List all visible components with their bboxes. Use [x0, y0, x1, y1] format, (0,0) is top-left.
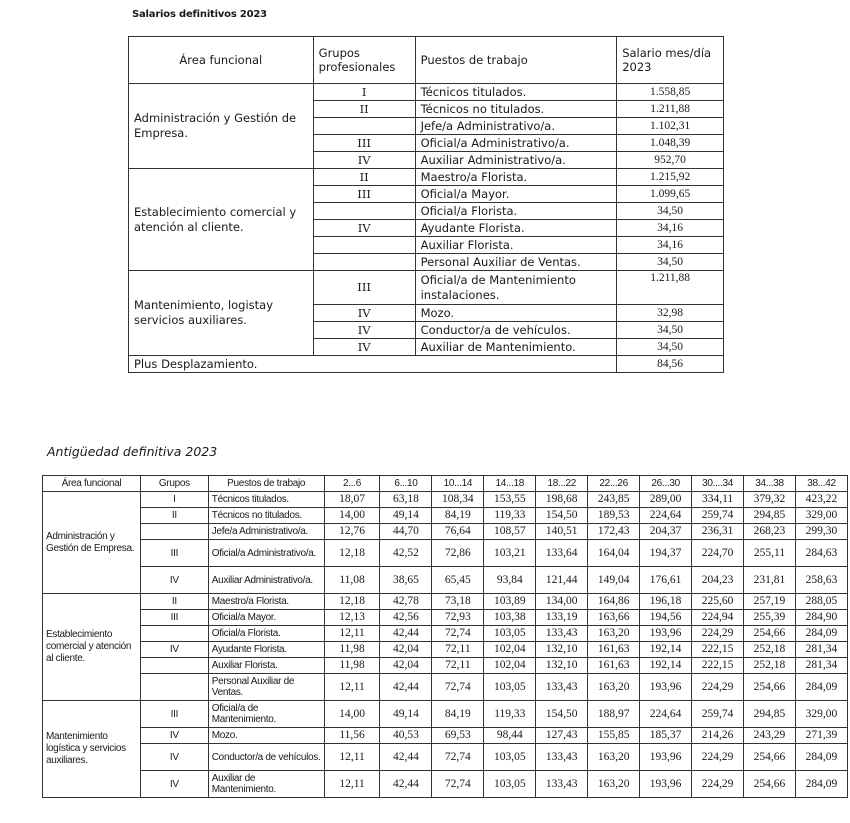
value-cell: 231,81	[744, 567, 796, 594]
value-cell: 12,11	[324, 674, 380, 701]
puesto-cell: Auxiliar Administrativo/a.	[208, 567, 324, 594]
value-cell: 12,13	[324, 610, 380, 626]
puesto-cell: Mozo.	[415, 305, 617, 322]
value-cell: 42,44	[380, 626, 432, 642]
value-cell: 72,74	[432, 626, 484, 642]
value-cell: 42,52	[380, 540, 432, 567]
puesto-cell: Conductor/a de vehículos.	[415, 322, 617, 339]
value-cell: 192,14	[640, 658, 692, 674]
salario-cell: 34,50	[617, 254, 724, 271]
value-cell: 12,18	[324, 540, 380, 567]
value-cell: 127,43	[536, 728, 588, 744]
grupo-cell	[313, 254, 415, 271]
value-cell: 299,30	[795, 524, 847, 540]
value-cell: 271,39	[795, 728, 847, 744]
header-range: 22...26	[588, 476, 640, 492]
puesto-cell: Ayudante Florista.	[415, 220, 617, 237]
value-cell: 194,56	[640, 610, 692, 626]
puesto-cell: Técnicos no titulados.	[415, 101, 617, 118]
table-row	[43, 728, 848, 744]
value-cell: 12,11	[324, 771, 380, 798]
grupo-cell: II	[313, 169, 415, 186]
value-cell: 284,09	[795, 674, 847, 701]
header-range: 6...10	[380, 476, 432, 492]
value-cell: 102,04	[484, 658, 536, 674]
value-cell: 108,57	[484, 524, 536, 540]
value-cell: 224,29	[692, 744, 744, 771]
value-cell: 72,11	[432, 642, 484, 658]
header-puestos: Puestos de trabajo	[415, 37, 617, 84]
value-cell: 196,18	[640, 594, 692, 610]
table-row	[43, 658, 848, 674]
table-row	[43, 567, 848, 594]
table-row	[43, 626, 848, 642]
value-cell: 161,63	[588, 642, 640, 658]
area-cell: Mantenimiento, logistay servicios auxiliares.	[129, 271, 314, 356]
puesto-cell: Oficial/a Mayor.	[208, 610, 324, 626]
value-cell: 140,51	[536, 524, 588, 540]
value-cell: 198,68	[536, 492, 588, 508]
puesto-cell: Maestro/a Florista.	[415, 169, 617, 186]
value-cell: 294,85	[744, 508, 796, 524]
value-cell: 72,11	[432, 658, 484, 674]
puesto-cell: Técnicos no titulados.	[208, 508, 324, 524]
value-cell: 14,00	[324, 701, 380, 728]
salario-cell: 32,98	[617, 305, 724, 322]
value-cell: 132,10	[536, 658, 588, 674]
value-cell: 259,74	[692, 508, 744, 524]
table-row	[129, 271, 724, 305]
grupo-cell: IV	[140, 567, 208, 594]
salario-cell: 1.099,65	[617, 186, 724, 203]
value-cell: 103,38	[484, 610, 536, 626]
value-cell: 225,60	[692, 594, 744, 610]
value-cell: 133,43	[536, 771, 588, 798]
table-row	[43, 771, 848, 798]
salario-cell: 34,50	[617, 339, 724, 356]
value-cell: 193,96	[640, 674, 692, 701]
salario-cell: 34,50	[617, 203, 724, 220]
value-cell: 12,11	[324, 744, 380, 771]
value-cell: 49,14	[380, 701, 432, 728]
puesto-cell: Oficial/a Florista.	[415, 203, 617, 220]
table-row	[43, 642, 848, 658]
puesto-cell: Auxiliar Florista.	[208, 658, 324, 674]
salario-cell: 1.102,31	[617, 118, 724, 135]
value-cell: 11,98	[324, 658, 380, 674]
header-range: 26...30	[640, 476, 692, 492]
antiguedad-title: Antigüedad definitiva 2023	[47, 444, 218, 459]
value-cell: 222,15	[692, 642, 744, 658]
value-cell: 254,66	[744, 771, 796, 798]
value-cell: 72,74	[432, 674, 484, 701]
value-cell: 224,64	[640, 508, 692, 524]
grupo-cell: IV	[313, 305, 415, 322]
value-cell: 103,89	[484, 594, 536, 610]
value-cell: 188,97	[588, 701, 640, 728]
antiguedad-header-row	[43, 476, 848, 492]
puesto-cell: Técnicos titulados.	[208, 492, 324, 508]
value-cell: 119,33	[484, 508, 536, 524]
table-row	[43, 674, 848, 701]
value-cell: 236,31	[692, 524, 744, 540]
value-cell: 84,19	[432, 701, 484, 728]
value-cell: 132,10	[536, 642, 588, 658]
area-cell: Establecimiento comercial y atención al cliente.	[43, 594, 141, 701]
value-cell: 192,14	[640, 642, 692, 658]
table-row	[43, 524, 848, 540]
area-cell: Establecimiento comercial y atención al cliente.	[129, 169, 314, 271]
value-cell: 281,34	[795, 642, 847, 658]
value-cell: 163,20	[588, 744, 640, 771]
value-cell: 103,05	[484, 771, 536, 798]
salarios-title: Salarios definitivos 2023	[132, 9, 267, 20]
table-row	[43, 492, 848, 508]
value-cell: 72,74	[432, 744, 484, 771]
value-cell: 98,44	[484, 728, 536, 744]
header-range: 34...38	[744, 476, 796, 492]
puesto-cell: Mozo.	[208, 728, 324, 744]
value-cell: 103,05	[484, 744, 536, 771]
puesto-cell: Jefe/a Administrativo/a.	[415, 118, 617, 135]
value-cell: 224,29	[692, 626, 744, 642]
value-cell: 243,85	[588, 492, 640, 508]
puesto-cell: Personal Auxiliar de Ventas.	[415, 254, 617, 271]
value-cell: 119,33	[484, 701, 536, 728]
header-area: Área funcional	[43, 476, 141, 492]
value-cell: 108,34	[432, 492, 484, 508]
grupo-cell: II	[140, 508, 208, 524]
table-row	[43, 508, 848, 524]
value-cell: 193,96	[640, 626, 692, 642]
plus-row	[129, 356, 724, 373]
value-cell: 252,18	[744, 658, 796, 674]
salario-cell: 1.048,39	[617, 135, 724, 152]
value-cell: 163,20	[588, 626, 640, 642]
grupo-cell: III	[140, 701, 208, 728]
value-cell: 154,50	[536, 508, 588, 524]
value-cell: 18,07	[324, 492, 380, 508]
puesto-cell: Auxiliar Florista.	[415, 237, 617, 254]
grupo-cell: IV	[140, 771, 208, 798]
puesto-cell: Técnicos titulados.	[415, 84, 617, 101]
grupo-cell: IV	[140, 642, 208, 658]
header-grupos: Grupos	[140, 476, 208, 492]
value-cell: 255,11	[744, 540, 796, 567]
value-cell: 42,04	[380, 642, 432, 658]
value-cell: 284,09	[795, 626, 847, 642]
value-cell: 42,04	[380, 658, 432, 674]
value-cell: 329,00	[795, 508, 847, 524]
salarios-header-row	[129, 37, 724, 84]
value-cell: 204,23	[692, 567, 744, 594]
value-cell: 72,93	[432, 610, 484, 626]
header-range: 2...6	[324, 476, 380, 492]
value-cell: 224,64	[640, 701, 692, 728]
value-cell: 40,53	[380, 728, 432, 744]
value-cell: 11,08	[324, 567, 380, 594]
puesto-cell: Conductor/a de vehículos.	[208, 744, 324, 771]
value-cell: 259,74	[692, 701, 744, 728]
value-cell: 76,64	[432, 524, 484, 540]
value-cell: 154,50	[536, 701, 588, 728]
puesto-cell: Oficial/a Mayor.	[415, 186, 617, 203]
grupo-cell: II	[313, 101, 415, 118]
table-row	[129, 169, 724, 186]
value-cell: 103,05	[484, 626, 536, 642]
value-cell: 224,29	[692, 771, 744, 798]
value-cell: 164,86	[588, 594, 640, 610]
value-cell: 334,11	[692, 492, 744, 508]
grupo-cell: III	[140, 610, 208, 626]
grupo-cell: II	[140, 594, 208, 610]
salarios-table	[128, 36, 724, 373]
grupo-cell: I	[313, 84, 415, 101]
value-cell: 224,70	[692, 540, 744, 567]
value-cell: 72,86	[432, 540, 484, 567]
salario-cell: 1.211,88	[617, 271, 724, 305]
grupo-cell: III	[313, 135, 415, 152]
value-cell: 133,64	[536, 540, 588, 567]
value-cell: 172,43	[588, 524, 640, 540]
value-cell: 65,45	[432, 567, 484, 594]
value-cell: 329,00	[795, 701, 847, 728]
puesto-cell: Auxiliar de Mantenimiento.	[208, 771, 324, 798]
salario-cell: 952,70	[617, 152, 724, 169]
value-cell: 254,66	[744, 674, 796, 701]
grupo-cell	[140, 674, 208, 701]
value-cell: 224,29	[692, 674, 744, 701]
value-cell: 149,04	[588, 567, 640, 594]
grupo-cell: IV	[313, 152, 415, 169]
value-cell: 204,37	[640, 524, 692, 540]
value-cell: 84,19	[432, 508, 484, 524]
table-row	[43, 610, 848, 626]
value-cell: 93,84	[484, 567, 536, 594]
value-cell: 133,43	[536, 744, 588, 771]
value-cell: 161,63	[588, 658, 640, 674]
header-range: 14...18	[484, 476, 536, 492]
grupo-cell	[140, 626, 208, 642]
value-cell: 284,63	[795, 540, 847, 567]
grupo-cell: IV	[313, 220, 415, 237]
value-cell: 133,43	[536, 674, 588, 701]
header-range: 38...42	[795, 476, 847, 492]
header-grupos: Grupos profesionales	[313, 37, 415, 84]
puesto-cell: Oficial/a de Mantenimiento.	[208, 701, 324, 728]
value-cell: 102,04	[484, 642, 536, 658]
value-cell: 243,29	[744, 728, 796, 744]
value-cell: 121,44	[536, 567, 588, 594]
salario-cell: 34,16	[617, 220, 724, 237]
table-row	[43, 540, 848, 567]
value-cell: 423,22	[795, 492, 847, 508]
grupo-cell: IV	[140, 728, 208, 744]
value-cell: 194,37	[640, 540, 692, 567]
puesto-cell: Auxiliar Administrativo/a.	[415, 152, 617, 169]
value-cell: 289,00	[640, 492, 692, 508]
value-cell: 63,18	[380, 492, 432, 508]
value-cell: 284,90	[795, 610, 847, 626]
salario-cell: 1.558,85	[617, 84, 724, 101]
value-cell: 72,74	[432, 771, 484, 798]
puesto-cell: Jefe/a Administrativo/a.	[208, 524, 324, 540]
header-range: 18...22	[536, 476, 588, 492]
value-cell: 44,70	[380, 524, 432, 540]
value-cell: 268,23	[744, 524, 796, 540]
value-cell: 42,44	[380, 771, 432, 798]
value-cell: 12,76	[324, 524, 380, 540]
header-salario: Salario mes/día 2023	[617, 37, 724, 84]
area-cell: Mantenimiento logística y servicios auxiliares.	[43, 701, 141, 798]
table-row	[129, 84, 724, 101]
salario-cell: 1.211,88	[617, 101, 724, 118]
grupo-cell: IV	[313, 322, 415, 339]
grupo-cell: III	[313, 271, 415, 305]
value-cell: 288,05	[795, 594, 847, 610]
puesto-cell: Oficial/a Florista.	[208, 626, 324, 642]
table-row	[43, 744, 848, 771]
puesto-cell: Maestro/a Florista.	[208, 594, 324, 610]
value-cell: 224,94	[692, 610, 744, 626]
value-cell: 222,15	[692, 658, 744, 674]
puesto-cell: Oficial/a de Mantenimiento instalaciones.	[415, 271, 617, 305]
grupo-cell	[313, 203, 415, 220]
header-range: 10...14	[432, 476, 484, 492]
value-cell: 281,34	[795, 658, 847, 674]
value-cell: 134,00	[536, 594, 588, 610]
grupo-cell: III	[313, 186, 415, 203]
value-cell: 42,56	[380, 610, 432, 626]
value-cell: 155,85	[588, 728, 640, 744]
area-cell: Administración y Gestión de Empresa.	[129, 84, 314, 169]
salario-cell: 34,16	[617, 237, 724, 254]
puesto-cell: Oficial/a Administrativo/a.	[415, 135, 617, 152]
grupo-cell	[140, 658, 208, 674]
value-cell: 284,09	[795, 744, 847, 771]
value-cell: 69,53	[432, 728, 484, 744]
value-cell: 133,19	[536, 610, 588, 626]
header-range: 30....34	[692, 476, 744, 492]
value-cell: 49,14	[380, 508, 432, 524]
area-cell: Administración y Gestión de Empresa.	[43, 492, 141, 594]
value-cell: 38,65	[380, 567, 432, 594]
plus-value: 84,56	[617, 356, 724, 373]
value-cell: 14,00	[324, 508, 380, 524]
puesto-cell: Ayudante Florista.	[208, 642, 324, 658]
value-cell: 379,32	[744, 492, 796, 508]
value-cell: 163,20	[588, 771, 640, 798]
value-cell: 11,56	[324, 728, 380, 744]
puesto-cell: Oficial/a Administrativo/a.	[208, 540, 324, 567]
header-puestos: Puestos de trabajo	[208, 476, 324, 492]
value-cell: 164,04	[588, 540, 640, 567]
value-cell: 163,20	[588, 674, 640, 701]
value-cell: 254,66	[744, 744, 796, 771]
grupo-cell	[313, 237, 415, 254]
grupo-cell: IV	[140, 744, 208, 771]
grupo-cell: I	[140, 492, 208, 508]
value-cell: 42,44	[380, 744, 432, 771]
value-cell: 257,19	[744, 594, 796, 610]
value-cell: 185,37	[640, 728, 692, 744]
header-area: Área funcional	[129, 37, 314, 84]
value-cell: 254,66	[744, 626, 796, 642]
grupo-cell: IV	[313, 339, 415, 356]
salario-cell: 34,50	[617, 322, 724, 339]
value-cell: 176,61	[640, 567, 692, 594]
puesto-cell: Auxiliar de Mantenimiento.	[415, 339, 617, 356]
value-cell: 258,63	[795, 567, 847, 594]
value-cell: 103,21	[484, 540, 536, 567]
plus-label: Plus Desplazamiento.	[129, 356, 617, 373]
table-row	[43, 701, 848, 728]
grupo-cell	[313, 118, 415, 135]
value-cell: 294,85	[744, 701, 796, 728]
value-cell: 73,18	[432, 594, 484, 610]
grupo-cell	[140, 524, 208, 540]
grupo-cell: III	[140, 540, 208, 567]
puesto-cell: Personal Auxiliar de Ventas.	[208, 674, 324, 701]
value-cell: 11,98	[324, 642, 380, 658]
value-cell: 189,53	[588, 508, 640, 524]
value-cell: 103,05	[484, 674, 536, 701]
antiguedad-body	[43, 492, 848, 798]
value-cell: 163,66	[588, 610, 640, 626]
value-cell: 12,11	[324, 626, 380, 642]
salario-cell: 1.215,92	[617, 169, 724, 186]
value-cell: 252,18	[744, 642, 796, 658]
table-row	[43, 594, 848, 610]
antiguedad-table	[42, 475, 848, 798]
value-cell: 12,18	[324, 594, 380, 610]
value-cell: 42,78	[380, 594, 432, 610]
value-cell: 193,96	[640, 771, 692, 798]
value-cell: 153,55	[484, 492, 536, 508]
value-cell: 255,39	[744, 610, 796, 626]
value-cell: 42,44	[380, 674, 432, 701]
value-cell: 193,96	[640, 744, 692, 771]
value-cell: 284,09	[795, 771, 847, 798]
value-cell: 214,26	[692, 728, 744, 744]
value-cell: 133,43	[536, 626, 588, 642]
